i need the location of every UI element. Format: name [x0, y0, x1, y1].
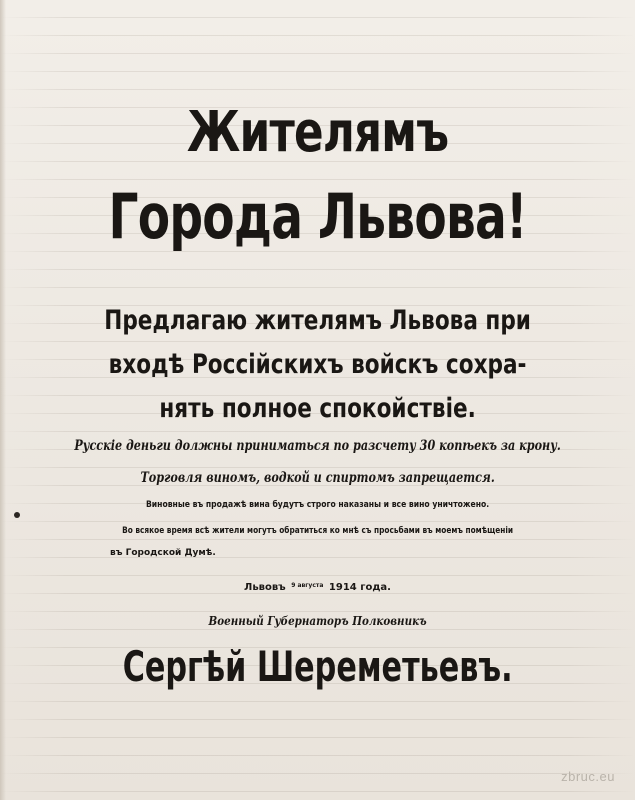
signatory-name: Сергѣй Шереметьевъ. [122, 642, 513, 691]
poster-title-line-1: Жителямъ [186, 100, 449, 165]
signatory-rank: Военный Губернаторъ Полковникъ [208, 614, 427, 628]
main-text-line-1: Предлагаю жителямъ Львова при [104, 305, 531, 336]
main-text-line-3: нять полное спокойствіе. [159, 393, 476, 424]
notice-alcohol-ban: Торговля виномъ, водкой и спиртомъ запрещается. [140, 470, 495, 486]
date-year: 1914 года. [328, 582, 391, 593]
notice-city-duma: въ Городской Думѣ. [110, 548, 216, 558]
date-day-month-mark: 9 августа [291, 582, 324, 589]
source-watermark: zbruc.eu [561, 769, 615, 784]
notice-currency: Русскіе деньги должны приниматься по разсчету 30 копѣекъ за крону. [74, 438, 561, 454]
issue-date [0, 582, 635, 593]
poster-title-line-2: Города Львова! [108, 180, 527, 253]
notice-petitions: Во всякое время всѣ жители могутъ обратиться ко мнѣ съ просьбами въ моемъ помѣщеніи [122, 526, 514, 536]
date-city: Львовъ [244, 582, 286, 593]
main-text-line-2: входѣ Россійскихъ войскъ сохра- [108, 349, 527, 380]
notice-penalty: Виновные въ продажѣ вина будутъ строго наказаны и все вино уничтожено. [145, 500, 490, 510]
